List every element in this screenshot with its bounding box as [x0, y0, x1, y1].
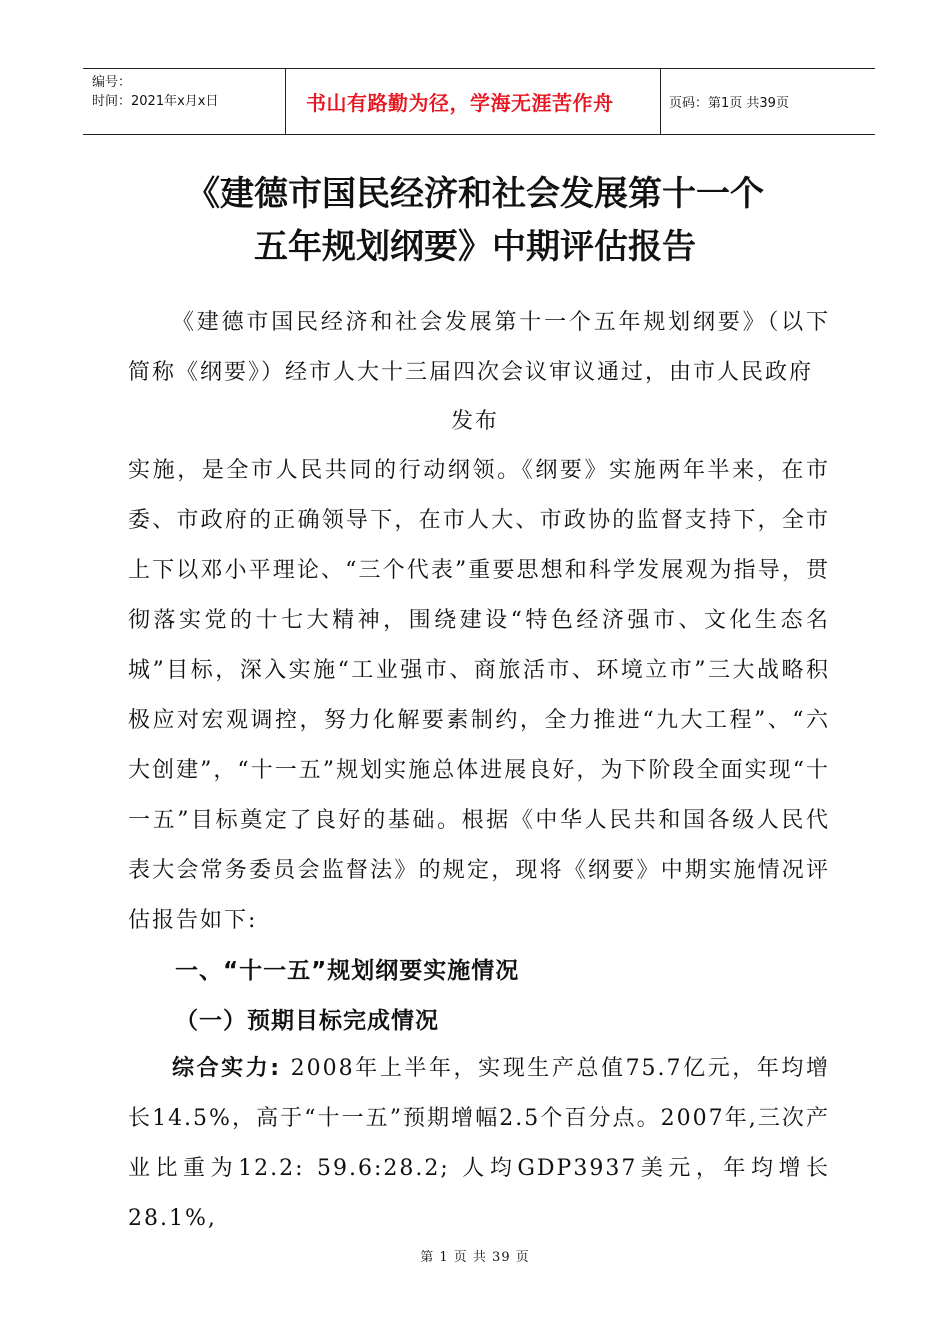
- document-title-line1: 《建德市国民经济和社会发展第十一个: [186, 174, 764, 214]
- intro-centered-word: 发布: [450, 409, 499, 434]
- header-meta-cell: [83, 69, 286, 134]
- intro-paragraph: 《建德市国民经济和社会发展第十一个五年规划纲要》（以下简称《纲要》）经市人大十三届四次会议审议通过，由市人民政府: [128, 310, 830, 385]
- body-paragraph: 实施，是全市人民共同的行动纲领。《纲要》实施两年半来，在市委、市政府的正确领导下，在市人大、市政协的监督支持下，全市上下以邓小平理论、“三个代表”重要思想和科学发展观为指导，贯彻落实党的十七大精神，围绕建设“特色经济强市、文化生态名城”目标，深入实施“工业强市、商旅活市、环境立市”三大战略积极应对宏观调控，努力化解要素制约，全力推进“九大工程”、“六大创建”，“十一五”规划实施总体进展良好，为下阶段全面实现“十一五”目标奠定了良好的基础。根据《中华人民共和国各级人民代表大会常务委员会监督法》的规定，现将《纲要》中期实施情况评估报告如下:: [128, 458, 830, 933]
- motto-text: 书山有路勤为径，学海无涯苦作舟: [306, 91, 614, 115]
- section-heading-1-1: （一）预期目标完成情况: [175, 1007, 439, 1034]
- strength-text: 2008年上半年，实现生产总值75.7亿元，年均增长14.5%，高于“十一五”预期增幅2.5个百分点。2007年,三次产业比重为12.2: 59.6:28.2; 人均GDP3937美元，年均增长28.1%,: [128, 1056, 830, 1231]
- strength-label: 综合实力:: [172, 1056, 282, 1081]
- number-label: 编号：: [92, 75, 132, 90]
- header-page-cell: [661, 69, 875, 134]
- time-label: 时间：2021年x月x日: [92, 94, 219, 109]
- page-label: 页码：第1页 共39页: [669, 96, 789, 111]
- header-motto-cell: [286, 69, 661, 134]
- section-heading-1: 一、“十一五”规划纲要实施情况: [175, 958, 520, 984]
- document-title-line2: 五年规划纲要》中期评估报告: [254, 227, 696, 267]
- strength-paragraph: [128, 1044, 830, 1244]
- page-footer: 第 1 页 共 39 页: [420, 1250, 530, 1265]
- document-header-table: [83, 68, 875, 135]
